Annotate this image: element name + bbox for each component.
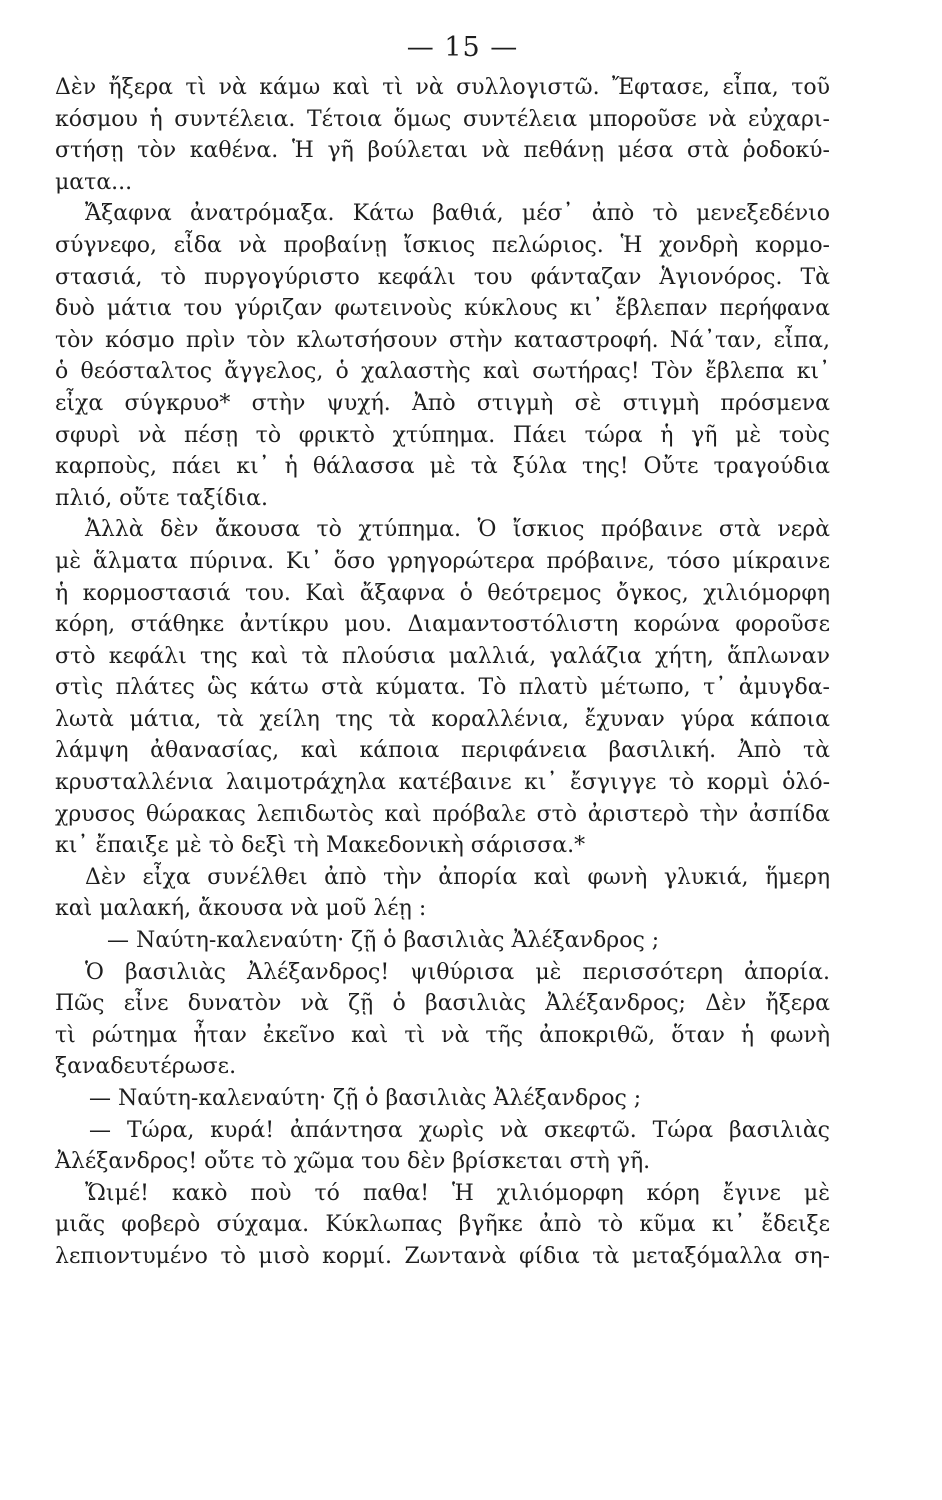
text-line: καὶ μαλακή, ἄκουσα νὰ μοῦ λέῃ : xyxy=(55,896,427,922)
text-line: σφυρὶ νὰ πέσῃ τὸ φρικτὸ χτύπημα. Πάει τώρα ἡ γῆ μὲ τοὺς xyxy=(55,422,830,448)
text-line: ματα... xyxy=(55,169,133,195)
paragraph-4 xyxy=(55,862,830,925)
paragraph-6 xyxy=(55,1178,830,1273)
text-line: κι᾽ ἔπαιξε μὲ τὸ δεξὶ τὴ Μακεδονικὴ σάρισσα.* xyxy=(55,833,586,859)
text-line: στὶς πλάτες ὣς κάτω στὰ κύματα. Τὸ πλατὺ μέτωπο, τ᾽ ἀμυγδα- xyxy=(55,675,830,701)
text-line: Ὁ βασιλιὰς Ἀλέξανδρος! ψιθύρισα μὲ περισσότερη ἀπορία. xyxy=(85,959,830,985)
text-line: δυὸ μάτια του γύριζαν φωτεινοὺς κύκλους κι᾽ ἔβλεπαν περήφανα xyxy=(55,296,830,322)
text-line: λεπιοντυμένο τὸ μισὸ κορμί. Ζωντανὰ φίδια τὰ μεταξόμαλλα ση- xyxy=(55,1243,830,1269)
text-line: Δὲν εἶχα συνέλθει ἀπὸ τὴν ἀπορία καὶ φωνὴ γλυκιά, ἥμερη xyxy=(85,864,830,890)
page-number: — 15 — xyxy=(406,32,519,63)
paragraph-1 xyxy=(55,72,830,198)
dialogue-line-2 xyxy=(55,1083,830,1115)
text-line: Πῶς εἶνε δυνατὸν νὰ ζῇ ὁ βασιλιὰς Ἀλέξανδρος; Δὲν ἤξερα xyxy=(55,991,830,1017)
paragraph-2 xyxy=(55,198,830,514)
text-line: Ἀλέξανδρος! οὔτε τὸ χῶμα του δὲν βρίσκεται στὴ γῆ. xyxy=(55,1149,651,1175)
text-line: χρυσος θώρακας λεπιδωτὸς καὶ πρόβαλε στὸ ἀριστερὸ τὴν ἀσπίδα xyxy=(55,801,830,827)
text-line: Ἀλλὰ δὲν ἄκουσα τὸ χτύπημα. Ὁ ἴσκιος πρόβαινε στὰ νερὰ xyxy=(85,517,830,543)
body-text xyxy=(55,72,830,1273)
text-line: μιᾶς φοβερὸ σύχαμα. Κύκλωπας βγῆκε ἀπὸ τὸ κῦμα κι᾽ ἔδειξε xyxy=(55,1212,830,1238)
text-line: ἡ κορμοστασιά του. Καὶ ἄξαφνα ὁ θεότρεμος ὄγκος, χιλιόμορφη xyxy=(55,580,830,606)
text-line: — Ναύτη-καλεναύτη· ζῇ ὁ βασιλιὰς Ἀλέξανδρος ; xyxy=(89,1086,642,1111)
paragraph-3 xyxy=(55,514,830,862)
dialogue-line-1 xyxy=(55,925,830,957)
text-line: σύγνεφο, εἶδα νὰ προβαίνῃ ἴσκιος πελώριος. Ἡ χονδρὴ κορμο- xyxy=(55,232,830,258)
text-line: — Ναύτη-καλεναύτη· ζῇ ὁ βασιλιὰς Ἀλέξανδρος ; xyxy=(107,928,660,954)
paragraph-5 xyxy=(55,957,830,1083)
text-line: ὁ θεόσταλτος ἄγγελος, ὁ χαλαστὴς καὶ σωτήρας! Τὸν ἔβλεπα κι᾽ xyxy=(55,359,830,385)
text-line: Ἄξαφνα ἀνατρόμαξα. Κάτω βαθιά, μέσ᾽ ἀπὸ τὸ μενεξεδένιο xyxy=(85,201,830,227)
text-line: καρποὺς, πάει κι᾽ ἡ θάλασσα μὲ τὰ ξύλα της! Οὔτε τραγούδια xyxy=(55,454,830,480)
text-line: — Τώρα, κυρά! ἀπάντησα χωρὶς νὰ σκεφτῶ. Τώρα βασιλιὰς xyxy=(89,1117,830,1143)
text-line: κρυσταλλένια λαιμοτράχηλα κατέβαινε κι᾽ ἔσγιγγε τὸ κορμὶ ὁλό- xyxy=(55,770,830,796)
text-line: τὶ ρώτημα ἦταν ἐκεῖνο καὶ τὶ νὰ τῆς ἀποκριθῶ, ὅταν ἡ φωνὴ xyxy=(55,1022,830,1048)
text-line: μὲ ἅλματα πύρινα. Κι᾽ ὅσο γρηγορώτερα πρόβαινε, τόσο μίκραινε xyxy=(55,548,830,574)
text-line: στασιά, τὸ πυργογύριστο κεφάλι του φάνταζαν Ἁγιονόρος. Τὰ xyxy=(55,264,830,290)
text-line: τὸν κόσμο πρὶν τὸν κλωτσήσουν στὴν καταστροφή. Νά᾽ταν, εἶπα, xyxy=(55,327,830,353)
text-line: στήσῃ τὸν καθένα. Ἡ γῆ βούλεται νὰ πεθάνῃ μέσα στὰ ῥοδοκύ- xyxy=(55,138,830,164)
dialogue-line-3 xyxy=(55,1115,830,1178)
text-line: Δὲν ἤξερα τὶ νὰ κάμω καὶ τὶ νὰ συλλογιστῶ. Ἔφτασε, εἶπα, τοῦ xyxy=(55,75,830,100)
text-line: λωτὰ μάτια, τὰ χείλη της τὰ κοραλλένια, ἔχυναν γύρα κάποια xyxy=(55,706,830,732)
text-line: ξαναδευτέρωσε. xyxy=(55,1054,237,1080)
text-line: κόσμου ἡ συντέλεια. Τέτοια ὅμως συντέλεια μποροῦσε νὰ εὐχαρι- xyxy=(55,106,830,132)
text-line: πλιό, οὔτε ταξίδια. xyxy=(55,485,268,511)
text-line: εἶχα σύγκρυο* στὴν ψυχή. Ἀπὸ στιγμὴ σὲ στιγμὴ πρόσμενα xyxy=(55,390,830,416)
text-line: Ὤιμέ! κακὸ ποὺ τό παθα! Ἡ χιλιόμορφη κόρη ἔγινε μὲ xyxy=(85,1180,830,1206)
text-line: στὸ κεφάλι της καὶ τὰ πλούσια μαλλιά, γαλάζια χήτη, ἅπλωναν xyxy=(55,643,830,669)
text-line: λάμψη ἀθανασίας, καὶ κάποια περιφάνεια βασιλική. Ἀπὸ τὰ xyxy=(55,738,830,764)
text-line: κόρη, στάθηκε ἀντίκρυ μου. Διαμαντοστόλιστη κορώνα φοροῦσε xyxy=(55,612,830,638)
